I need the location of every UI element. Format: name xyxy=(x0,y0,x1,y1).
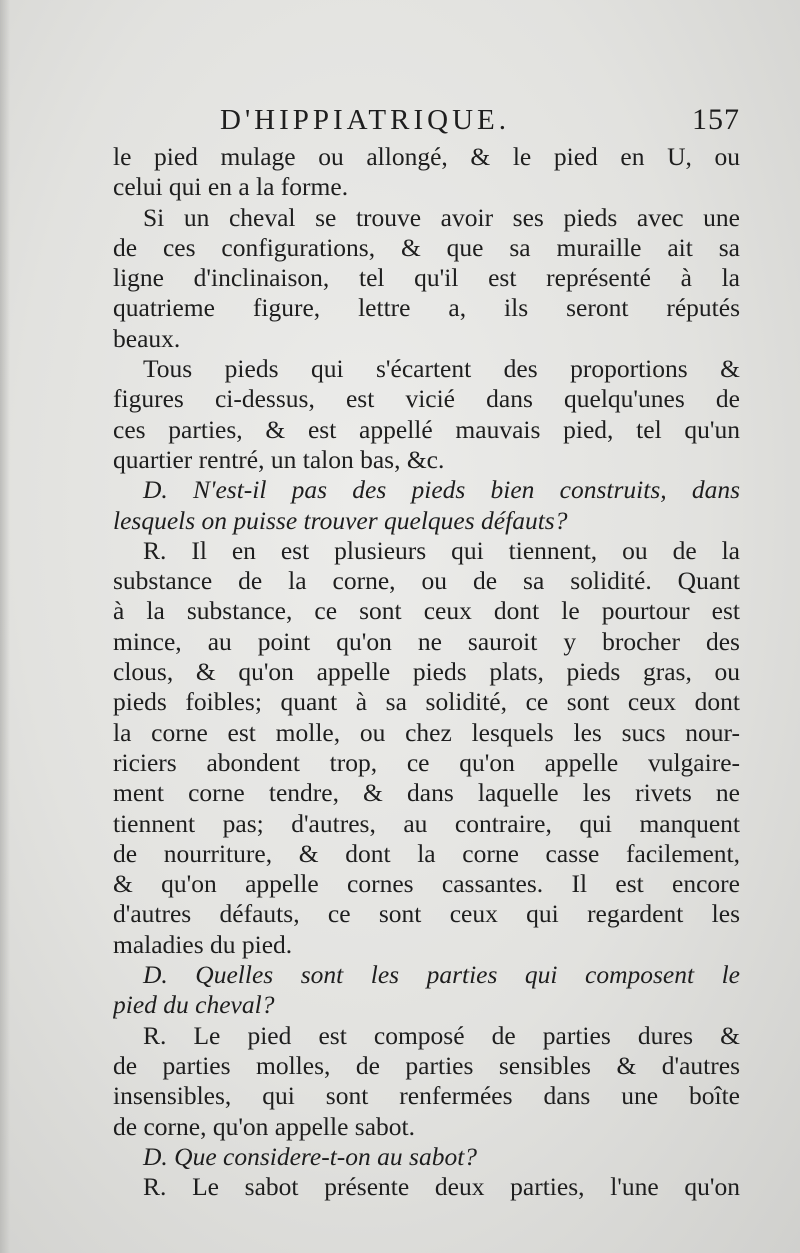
text-line: Si un cheval se trouve avoir ses pieds avec une xyxy=(143,202,740,232)
text-line: insensibles, qui sont renfermées dans une boîte xyxy=(113,1081,740,1111)
text-line: ces parties, & est appellé mauvais pied, tel qu'un xyxy=(113,414,740,444)
text-line: pieds foibles; quant à sa solidité, ce sont ceux dont xyxy=(113,687,740,717)
text-line: maladies du pied. xyxy=(113,929,293,959)
text-line: quartier rentré, un talon bas, &c. xyxy=(113,444,445,474)
text-line: figures ci-dessus, est vicié dans quelqu'unes de xyxy=(113,384,740,414)
text-line: de parties molles, de parties sensibles & d'autres xyxy=(113,1050,740,1080)
body-text xyxy=(113,142,740,1202)
text-line: beaux. xyxy=(113,323,181,353)
text-line: R. Le sabot présente deux parties, l'une qu'on xyxy=(143,1172,740,1202)
text-line: clous, & qu'on appelle pieds plats, pieds gras, ou xyxy=(113,657,740,687)
page-header xyxy=(115,100,740,140)
text-line: de corne, qu'on appelle sabot. xyxy=(113,1111,415,1141)
page-number: 157 xyxy=(692,103,740,136)
text-line: celui qui en a la forme. xyxy=(113,172,349,202)
text-line: D. Que considere-t-on au sabot? xyxy=(143,1141,478,1171)
running-head: D'HIPPIATRIQUE. xyxy=(220,104,510,136)
text-line: pied du cheval? xyxy=(113,990,275,1020)
text-line: le pied mulage ou allongé, & le pied en U, ou xyxy=(113,142,740,171)
text-line: de ces configurations, & que sa muraille ait sa xyxy=(113,232,740,262)
text-line: D. N'est-il pas des pieds bien construits, dans xyxy=(143,475,740,505)
text-line: riciers abondent trop, ce qu'on appelle vulgaire- xyxy=(113,747,740,777)
text-line: Tous pieds qui s'écartent des proportions & xyxy=(143,354,740,384)
text-line: mince, au point qu'on ne sauroit y brocher des xyxy=(113,626,740,656)
text-line: D. Quelles sont les parties qui composent le xyxy=(143,960,740,990)
text-line: de nourriture, & dont la corne casse facilement, xyxy=(113,838,740,868)
text-line: R. Le pied est composé de parties dures & xyxy=(143,1020,740,1050)
text-line: ligne d'inclinaison, tel qu'il est représenté à la xyxy=(113,263,740,293)
page-gutter-shadow xyxy=(0,0,10,1253)
text-line: substance de la corne, ou de sa solidité. Quant xyxy=(113,566,740,596)
text-line: ment corne tendre, & dans laquelle les rivets ne xyxy=(113,778,740,808)
text-line: la corne est molle, ou chez lesquels les sucs nour- xyxy=(113,717,740,747)
text-line: d'autres défauts, ce sont ceux qui regardent les xyxy=(113,899,740,929)
text-line: R. Il en est plusieurs qui tiennent, ou de la xyxy=(143,535,740,565)
text-line: & qu'on appelle cornes cassantes. Il est encore xyxy=(113,869,740,899)
text-line: lesquels on puisse trouver quelques défauts? xyxy=(113,505,568,535)
text-line: tiennent pas; d'autres, au contraire, qui manquent xyxy=(113,808,740,838)
text-line: à la substance, ce sont ceux dont le pourtour est xyxy=(113,596,740,626)
text-line: quatrieme figure, lettre a, ils seront réputés xyxy=(113,293,740,323)
